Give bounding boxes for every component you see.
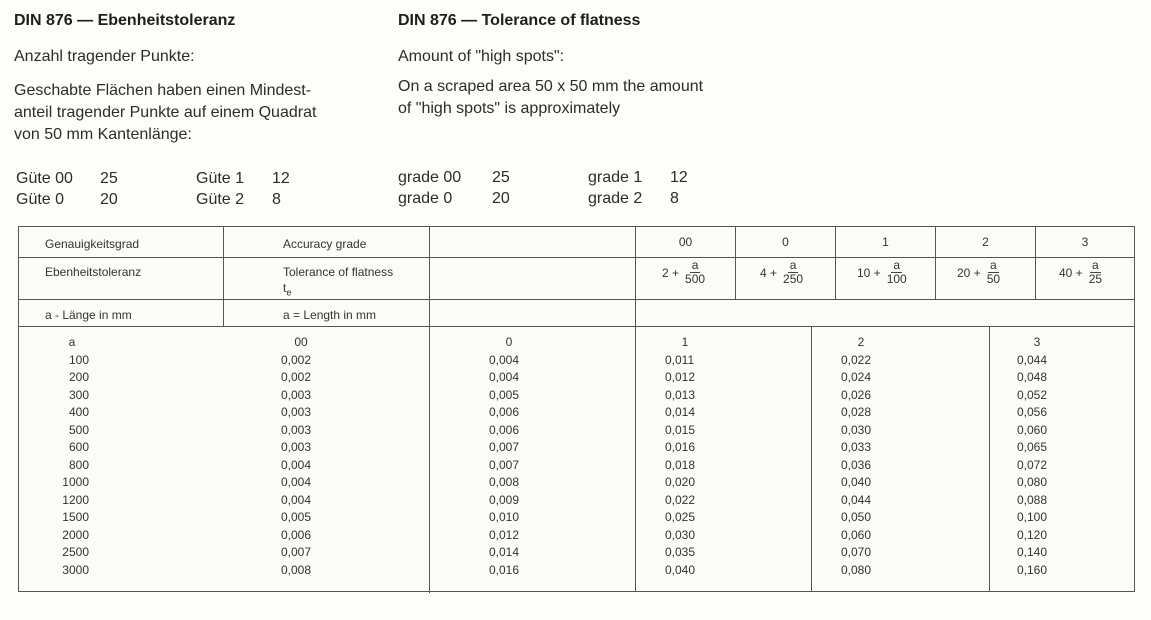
- table-cell: 0,006: [489, 422, 520, 437]
- table-cell: 0,004: [281, 492, 312, 507]
- english-paragraph-line: of "high spots" is approximately: [398, 100, 621, 117]
- table-cell: 0,088: [1017, 492, 1048, 507]
- grade-header-1: 1: [882, 235, 889, 249]
- table-cell: 0,006: [281, 527, 312, 542]
- grade-value: 8: [272, 191, 281, 208]
- table-cell: 300: [68, 387, 89, 402]
- table-cell: 0,004: [489, 352, 520, 367]
- formula-grade-0: 4 + $\frac{a}{250}$: [760, 258, 804, 286]
- table-cell: 0,015: [665, 422, 696, 437]
- table-cell: 0,030: [841, 422, 872, 437]
- table-cell: 0,060: [1017, 422, 1048, 437]
- table-cell: 0,018: [665, 457, 696, 472]
- column-head: 3: [1033, 335, 1041, 349]
- table-cell: 0,035: [665, 545, 696, 559]
- table-cell: 0,040: [665, 562, 696, 577]
- table-cell: 200: [68, 370, 89, 384]
- table-cell: 0,003: [281, 405, 312, 419]
- table-rule: [19, 257, 1134, 258]
- table-cell: 0,014: [489, 545, 520, 559]
- grade-header-3: 3: [1081, 235, 1089, 249]
- table-cell: 0,003: [281, 440, 312, 454]
- grade-label: grade 2: [588, 190, 643, 207]
- grade-label: grade 1: [588, 169, 643, 186]
- table-cell: 0,026: [841, 387, 872, 402]
- table-cell: 0,080: [841, 562, 872, 577]
- accuracy-grade-label-en: Accuracy grade: [283, 237, 367, 251]
- grade-value: 8: [670, 190, 679, 207]
- table-cell: 3000: [62, 562, 89, 577]
- flatness-tolerance-label-de: Ebenheitstoleranz: [45, 265, 142, 279]
- german-subtitle: Anzahl tragender Punkte:: [14, 48, 195, 65]
- grade-header-2: 2: [982, 235, 989, 249]
- table-cell: 0,005: [281, 510, 312, 524]
- grade-value: 12: [670, 169, 688, 186]
- table-cell: 0,006: [489, 405, 520, 419]
- table-cell: 2000: [62, 527, 89, 542]
- german-title: DIN 876 — Ebenheitstoleranz: [14, 12, 236, 29]
- table-cell: 1000: [62, 475, 89, 489]
- column-head: 1: [681, 335, 689, 349]
- column-head: a: [68, 335, 76, 349]
- table-cell: 0,002: [281, 352, 312, 367]
- table-cell: 800: [68, 457, 89, 472]
- table-cell: 0,012: [489, 527, 520, 542]
- german-paragraph-line: Geschabte Flächen haben einen Mindest-: [14, 82, 312, 99]
- german-paragraph-line: anteil tragender Punkte auf einem Quadrat: [14, 104, 317, 121]
- table-cell: 0,050: [841, 510, 872, 524]
- column-grade-00: [281, 334, 321, 579]
- table-cell: 0,014: [665, 405, 696, 419]
- column-grade-0: [489, 334, 529, 579]
- length-label-de: a - Länge in mm: [45, 308, 132, 322]
- english-paragraph: [398, 76, 703, 120]
- german-paragraph-line: von 50 mm Kantenlänge:: [14, 126, 192, 143]
- table-cell: 0,022: [665, 492, 696, 507]
- grade-label: grade 00: [398, 169, 462, 186]
- table-cell: 0,052: [1017, 387, 1048, 402]
- table-cell: 0,100: [1017, 510, 1048, 524]
- table-rule: [19, 299, 1134, 300]
- table-cell: 0,011: [665, 352, 695, 367]
- table-cell: 0,010: [489, 510, 520, 524]
- english-paragraph-line: On a scraped area 50 x 50 mm the amount: [398, 78, 704, 95]
- table-cell: 0,003: [281, 387, 312, 402]
- table-cell: 0,016: [665, 440, 696, 454]
- table-rule: [19, 326, 1134, 327]
- grade-value: 20: [100, 191, 118, 208]
- grade-value: 12: [272, 170, 290, 187]
- formula-grade-00: 2 + $\frac{a}{500}$: [662, 258, 706, 286]
- flatness-tolerance-label-en: Tolerance of flatness: [283, 265, 394, 279]
- table-cell: 0,040: [841, 475, 872, 489]
- table-cell: 0,065: [1017, 440, 1048, 454]
- table-cell: 0,080: [1017, 475, 1048, 489]
- table-cell: 0,009: [489, 492, 520, 507]
- table-cell: 0,002: [281, 370, 312, 384]
- table-cell: 0,024: [841, 370, 872, 384]
- tolerance-symbol: $t_e$: [283, 281, 292, 298]
- column-a: [49, 334, 89, 579]
- grade-label: Güte 0: [16, 191, 65, 208]
- table-cell: 0,004: [489, 370, 520, 384]
- column-grade-3: [1017, 334, 1057, 579]
- table-cell: 0,022: [841, 352, 872, 367]
- table-cell: 0,033: [841, 440, 872, 454]
- grade-label: Güte 00: [16, 170, 73, 187]
- table-cell: 0,044: [1017, 352, 1048, 367]
- column-grade-2: [841, 334, 881, 579]
- table-cell: 0,013: [665, 387, 696, 402]
- grade-label: Güte 1: [196, 170, 245, 187]
- table-cell: 0,120: [1017, 527, 1048, 542]
- table-rule: [635, 227, 636, 591]
- grade-header-0: 0: [782, 235, 789, 249]
- grade-value: 25: [100, 170, 118, 187]
- table-rule: [989, 326, 990, 591]
- table-cell: 0,048: [1017, 370, 1048, 384]
- english-subtitle: Amount of "high spots":: [398, 48, 565, 65]
- table-cell: 0,008: [489, 475, 520, 489]
- table-cell: 0,016: [489, 562, 520, 577]
- table-rule: [429, 227, 430, 593]
- german-grade-row: [16, 168, 290, 189]
- table-cell: 0,060: [841, 527, 872, 542]
- length-label-en: a = Length in mm: [283, 308, 377, 322]
- english-grade-row: [398, 167, 688, 188]
- table-cell: 0,007: [281, 545, 312, 559]
- grade-label: Güte 2: [196, 191, 245, 208]
- table-cell: 600: [68, 440, 89, 454]
- table-cell: 0,044: [841, 492, 872, 507]
- column-head: 2: [857, 335, 865, 349]
- table-cell: 1500: [62, 510, 89, 524]
- table-cell: 1200: [62, 492, 89, 507]
- formula-grade-2: 20 + $\frac{a}{50}$: [957, 258, 1001, 286]
- table-cell: 400: [68, 405, 89, 419]
- table-rule: [811, 326, 812, 591]
- grade-header-00: 00: [678, 235, 693, 249]
- grade-label: grade 0: [398, 190, 453, 207]
- flatness-table: [18, 226, 1135, 592]
- column-head: 00: [294, 335, 308, 349]
- table-cell: 0,012: [665, 370, 696, 384]
- table-cell: 0,072: [1017, 457, 1048, 472]
- column-head: 0: [505, 335, 513, 349]
- table-cell: 0,025: [665, 510, 696, 524]
- table-cell: 0,160: [1017, 562, 1048, 577]
- table-cell: 0,007: [489, 457, 520, 472]
- table-cell: 0,020: [665, 475, 696, 489]
- table-cell: 0,056: [1017, 405, 1048, 419]
- english-grade-row: [398, 188, 679, 209]
- table-cell: 0,004: [281, 475, 312, 489]
- table-cell: 0,140: [1017, 545, 1048, 559]
- table-cell: 100: [68, 352, 89, 367]
- table-cell: 0,007: [489, 440, 520, 454]
- accuracy-grade-label-de: Genauigkeitsgrad: [45, 237, 140, 251]
- formula-grade-3: 40 + $\frac{a}{25}$: [1059, 258, 1103, 286]
- grade-value: 20: [492, 190, 510, 207]
- english-title: DIN 876 — Tolerance of flatness: [398, 12, 641, 29]
- table-cell: 0,070: [841, 545, 872, 559]
- table-cell: 0,003: [281, 422, 312, 437]
- column-grade-1: [665, 334, 705, 579]
- table-cell: 0,028: [841, 405, 872, 419]
- formula-grade-1: 10 + $\frac{a}{100}$: [857, 258, 907, 286]
- german-paragraph: [14, 80, 316, 146]
- german-grade-row: [16, 189, 281, 210]
- table-rule: [223, 227, 224, 326]
- table-cell: 0,004: [281, 457, 312, 472]
- table-cell: 500: [68, 422, 89, 437]
- grade-value: 25: [492, 169, 510, 186]
- table-cell: 2500: [62, 545, 89, 559]
- table-cell: 0,030: [665, 527, 696, 542]
- table-cell: 0,008: [281, 562, 312, 577]
- table-cell: 0,036: [841, 457, 872, 472]
- table-cell: 0,005: [489, 387, 520, 402]
